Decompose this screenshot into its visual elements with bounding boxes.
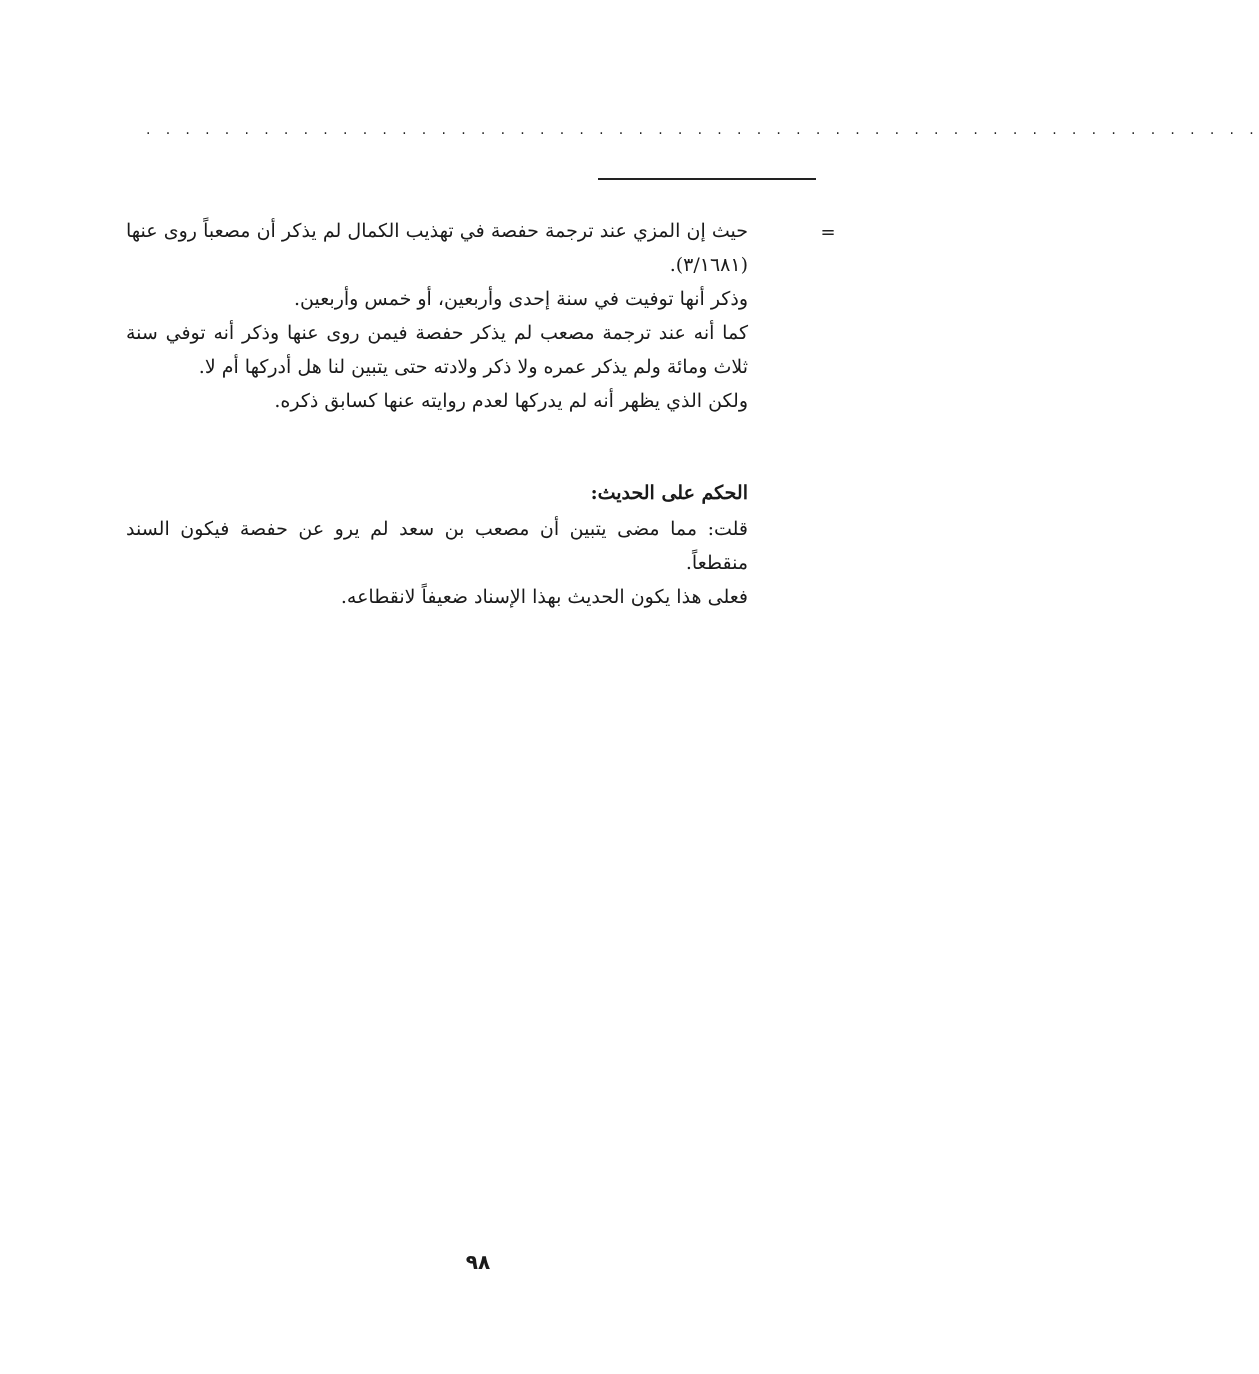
ruling-heading-text: الحكم على الحديث: (590, 482, 748, 504)
ruling-text (126, 512, 748, 614)
footnote-continuation-marker: = (820, 222, 836, 243)
separator-dots: . . . . . . . . . . . . . . . . . . . . . . . . . . . . . . . . . . . . . . . . . . . . . . . . . . . . . . . . . (146, 122, 1259, 138)
page-number: ٩٨ (465, 1250, 491, 1274)
footnote-rule (598, 178, 816, 180)
ruling-paragraph-2: فعلى هذا يكون الحديث بهذا الإسناد ضعيفاً لانقطاعه. (340, 586, 748, 608)
paragraph-3: كما أنه عند ترجمة مصعب لم يذكر حفصة فيمن روى عنها وذكر أنه توفي سنة ثلاث ومائة ولم يذكر عمره ولا ذكر ولادته حتى يتبين لنا هل أدركها أم لا. (126, 322, 748, 378)
ruling-paragraph-1: قلت: مما مضى يتبين أن مصعب بن سعد لم يرو عن حفصة فيكون السند منقطعاً. (126, 518, 748, 574)
ruling-heading (126, 476, 748, 510)
paragraph-2: وذكر أنها توفيت في سنة إحدى وأربعين، أو خمس وأربعين. (294, 288, 748, 310)
footnote-text (126, 214, 748, 418)
paragraph-4: ولكن الذي يظهر أنه لم يدركها لعدم روايته عنها كسابق ذكره. (274, 390, 748, 412)
paragraph-1: حيث إن المزي عند ترجمة حفصة في تهذيب الكمال لم يذكر أن مصعباً روى عنها (٣/١٦٨١). (126, 220, 748, 276)
